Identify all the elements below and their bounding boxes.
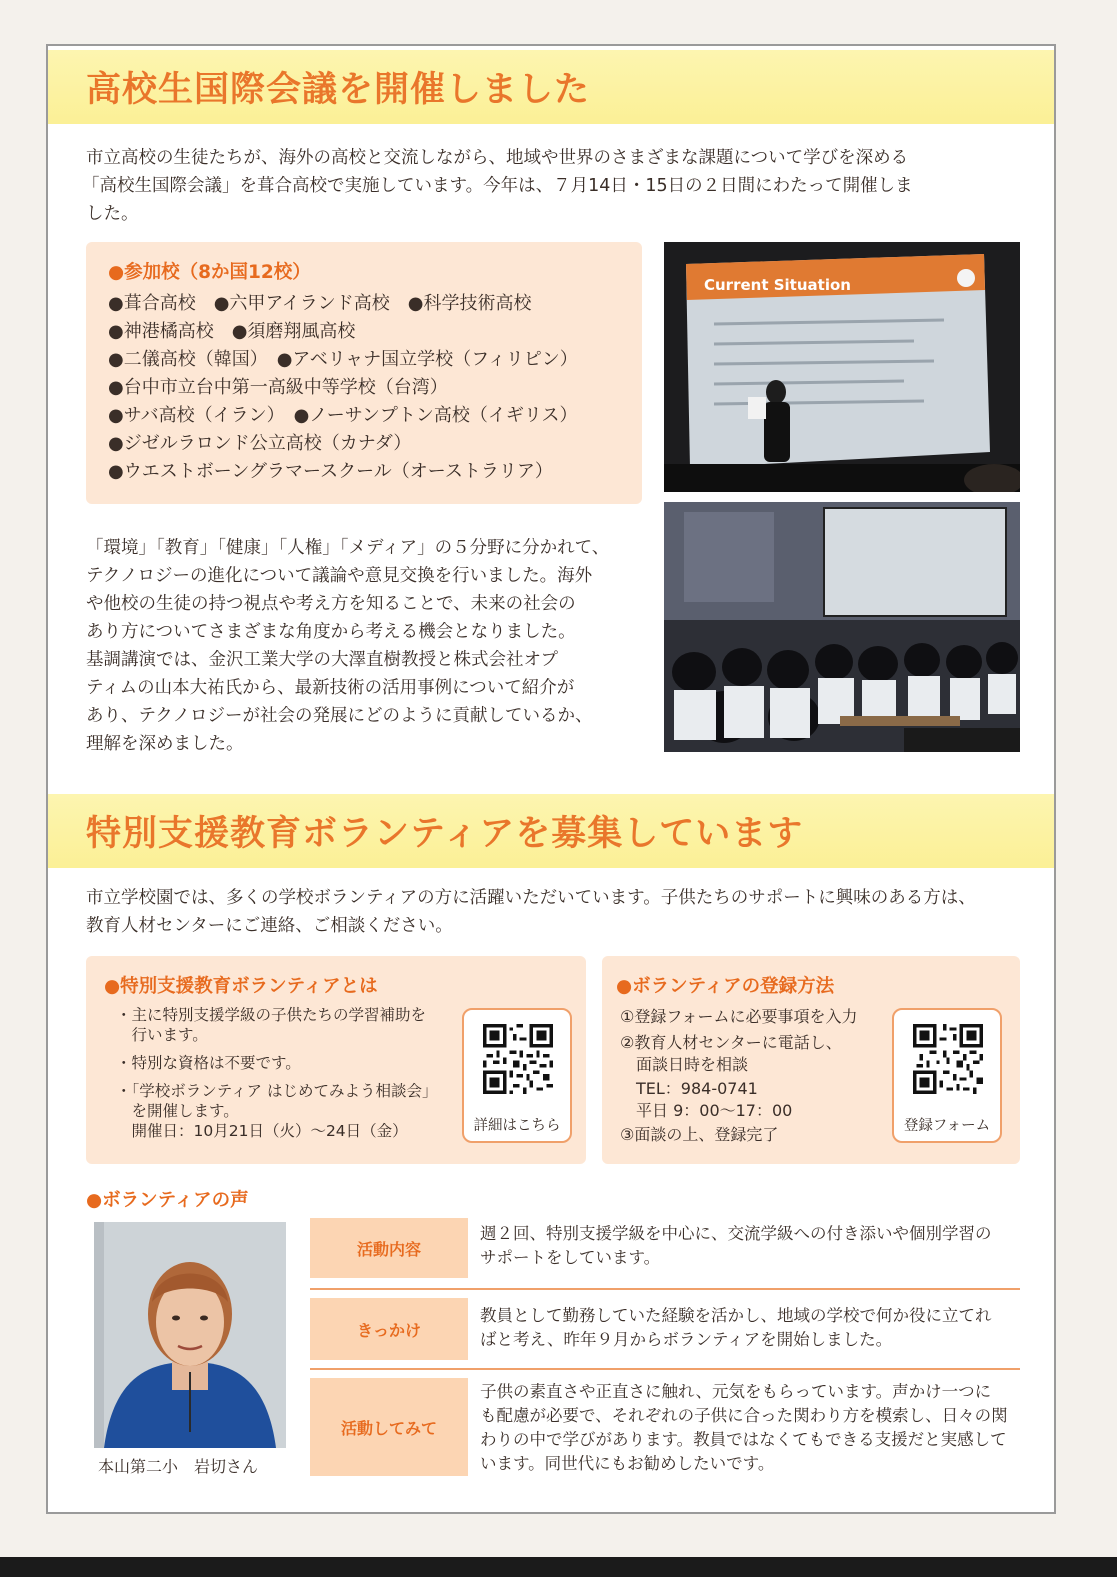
participating-schools-box [86, 242, 642, 504]
section1-body-line: テクノロジーの進化について議論や意見交換を行いました。海外 [86, 566, 593, 586]
details-qr-code[interactable] [483, 1024, 553, 1094]
volunteer-register-box [602, 956, 1020, 1164]
voice-text-activity: 週２回、特別支援学級を中心に、交流学級への付き添いや個別学習の [480, 1224, 992, 1243]
presentation-photo-illustration [664, 242, 1020, 492]
voice-text-experience: わりの中で学びがあります。教員ではなくてもできる支援だと実感して [480, 1430, 1007, 1449]
section2-intro-line-2: 教育人材センターにご連絡、ご相談ください。 [86, 916, 453, 936]
section2-intro-line-1: 市立学校園では、多くの学校ボランティアの方に活躍いただいています。子供たちのサポートに興味のある方は、 [86, 888, 976, 908]
section1-header-band [48, 50, 1054, 124]
section1-body-line: あり方についてさまざまな角度から考える機会となりました。 [86, 622, 576, 642]
about-line: 開催日：10月21日（火）～24日（金） [116, 1122, 408, 1140]
section1-body-line: あり、テクノロジーが社会の発展にどのように貢献しているか、 [86, 706, 593, 726]
register-hours: 平日 9：00～17：00 [620, 1101, 793, 1120]
about-line: ・「学校ボランティア はじめてみよう相談会」 [116, 1082, 438, 1100]
volunteer-about-box [86, 956, 586, 1164]
section2-header-band [48, 794, 1054, 868]
about-line: ・主に特別支援学級の子供たちの学習補助を [116, 1006, 427, 1024]
bottom-bar [0, 1557, 1117, 1577]
about-line: を開催します。 [116, 1102, 239, 1120]
voice-text-activity: サポートをしています。 [480, 1248, 661, 1267]
section1-body-line: や他校の生徒の持つ視点や考え方を知ることで、未来の社会の [86, 594, 576, 614]
voice-label-activity: 活動内容 [310, 1218, 468, 1278]
school-list-line: ●神港橘高校 ●須磨翔風高校 [108, 321, 356, 342]
participating-schools-title: ●参加校（8か国12校） [108, 262, 311, 283]
slide-title: Current Situation [704, 276, 851, 294]
school-list-line: ●ジゼルラロンド公立高校（カナダ） [108, 433, 412, 454]
audience-photo-illustration [664, 502, 1020, 752]
section1-body-line: 基調講演では、金沢工業大学の大澤直樹教授と株式会社オプ [86, 650, 558, 670]
section1-intro-line-1: 市立高校の生徒たちが、海外の高校と交流しながら、地域や世界のさまざまな課題について学びを深める [86, 148, 909, 168]
volunteer-portrait-illustration [94, 1222, 286, 1448]
conference-presentation-photo [664, 242, 1020, 492]
details-qr-card[interactable] [462, 1008, 572, 1143]
school-list-line: ●サバ高校（イラン） ●ノーサンプトン高校（イギリス） [108, 405, 578, 426]
voice-text-experience: 子供の素直さや正直さに触れ、元気をもらっています。声かけ一つに [480, 1382, 992, 1401]
voice-divider [310, 1368, 1020, 1370]
school-list-line: ●台中市立台中第一高級中等学校（台湾） [108, 377, 448, 398]
conference-audience-photo [664, 502, 1020, 752]
school-list-line: ●二儀高校（韓国） ●アベリャナ国立学校（フィリピン） [108, 349, 578, 370]
section1-body-line: 理解を深めました。 [86, 734, 244, 754]
voice-label-experience: 活動してみて [310, 1378, 468, 1476]
school-list-line: ●ウエストボーングラマースクール（オーストラリア） [108, 461, 553, 482]
register-phone: TEL：984-0741 [620, 1079, 758, 1098]
section1-body-line: ティムの山本大祐氏から、最新技術の活用事例について紹介が [86, 678, 575, 698]
volunteer-voice-title: ●ボランティアの声 [86, 1190, 249, 1211]
volunteer-about-title: ●特別支援教育ボランティアとは [104, 976, 378, 997]
voice-text-motivation: ばと考え、昨年９月からボランティアを開始しました。 [480, 1330, 893, 1349]
details-qr-caption: 詳細はこちら [473, 1118, 561, 1134]
register-qr-code[interactable] [913, 1024, 983, 1094]
section2-title: 特別支援教育ボランティアを募集しています [86, 814, 804, 854]
voice-text-experience: も配慮が必要で、それぞれの子供に合った関わり方を模索し、日々の関 [480, 1406, 1008, 1425]
newsletter-page [46, 44, 1056, 1514]
volunteer-portrait-photo [94, 1222, 286, 1448]
section1-body-line: 「環境」「教育」「健康」「人権」「メディア」の５分野に分かれて、 [86, 538, 610, 558]
school-list-line: ●葺合高校 ●六甲アイランド高校 ●科学技術高校 [108, 293, 532, 314]
volunteer-register-title: ●ボランティアの登録方法 [616, 976, 835, 997]
volunteer-caption: 本山第二小 岩切さん [98, 1457, 259, 1476]
section1-intro-line-3: した。 [86, 204, 139, 224]
voice-divider [310, 1288, 1020, 1290]
register-qr-card[interactable] [892, 1008, 1002, 1143]
voice-label-motivation: きっかけ [310, 1298, 468, 1360]
register-qr-caption: 登録フォーム [903, 1118, 991, 1134]
about-line: 行います。 [116, 1026, 208, 1044]
voice-text-experience: います。同世代にもお勧めしたいです。 [480, 1454, 775, 1473]
section1-title: 高校生国際会議を開催しました [86, 70, 591, 110]
voice-text-motivation: 教員として勤務していた経験を活かし、地域の学校で何か役に立てれ [480, 1306, 992, 1325]
register-step: ③面談の上、登録完了 [620, 1125, 779, 1144]
about-line: ・特別な資格は不要です。 [116, 1054, 301, 1072]
register-step: 面談日時を相談 [620, 1055, 749, 1074]
register-step: ①登録フォームに必要事項を入力 [620, 1007, 858, 1026]
section1-intro-line-2: 「高校生国際会議」を葺合高校で実施しています。今年は、７月14日・15日の２日間にわたって開催しま [82, 176, 913, 196]
register-step: ②教育人材センターに電話し、 [620, 1033, 842, 1052]
